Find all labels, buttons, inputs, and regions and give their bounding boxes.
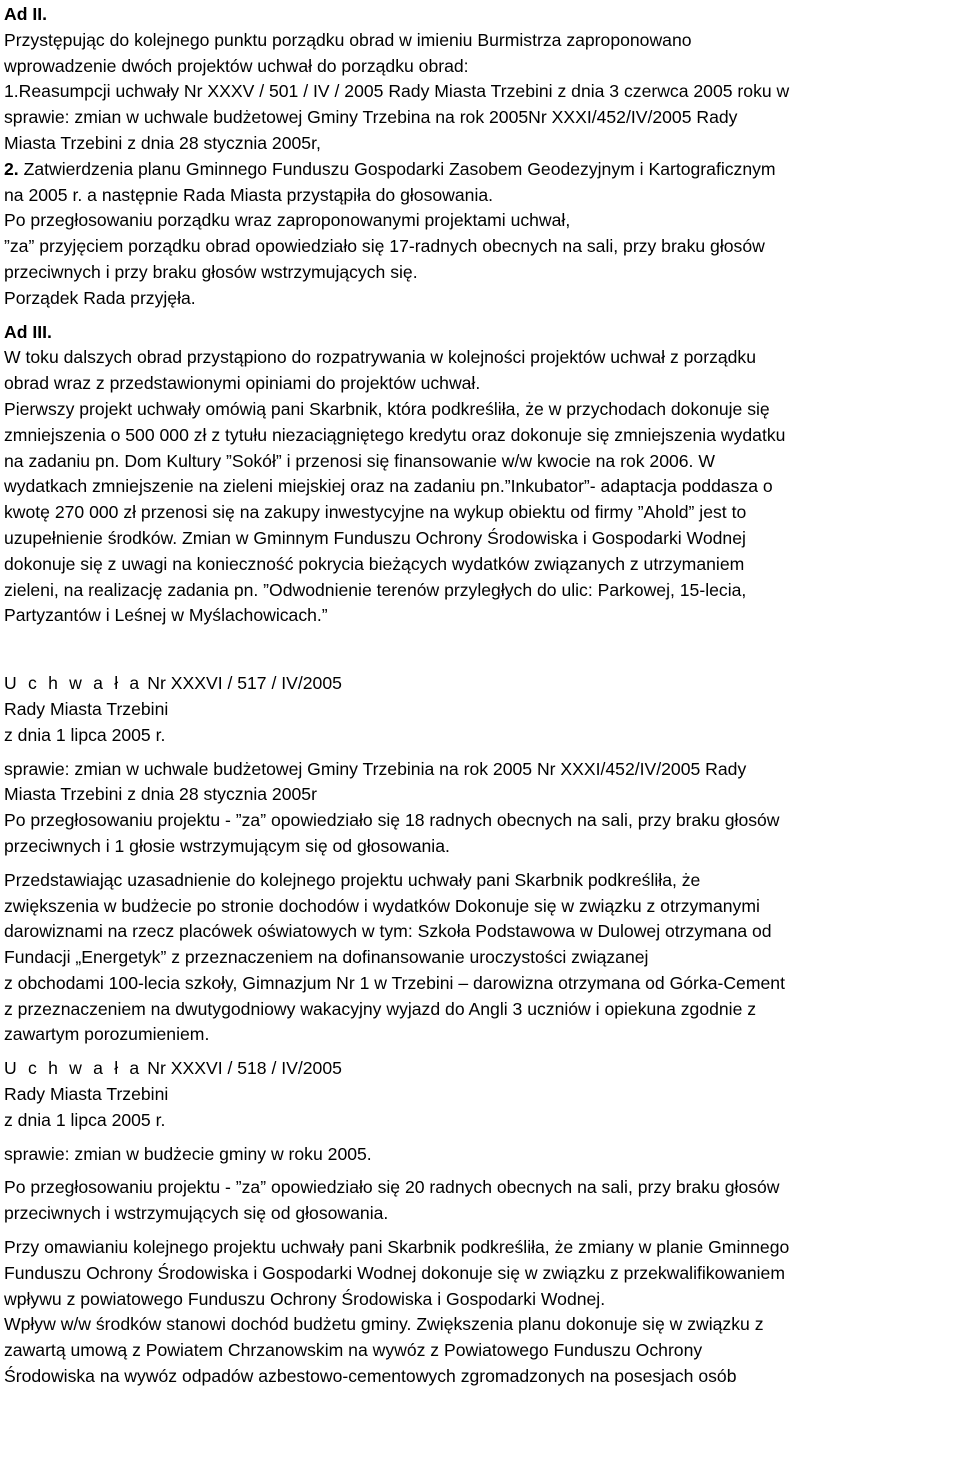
spacer [4,629,956,671]
resolution-number: Nr XXXVI / 517 / IV/2005 [147,673,342,694]
paragraph-line: sprawie: zmian w uchwale budżetowej Gminy Trzebinia na rok 2005 Nr XXXI/452/IV/2005 Rady [4,758,747,779]
paragraph-line: zwiększenia w budżecie po stronie dochodów i wydatków Dokonuje się w związku z otrzymanymi [4,895,760,916]
paragraph-line: sprawie: zmian w budżecie gminy w roku 2005. [4,1143,372,1164]
paragraph-line: zawartym porozumieniem. [4,1024,210,1045]
spacer [4,1227,956,1235]
paragraph-line: przeciwnych i 1 głosie wstrzymującym się od głosowania. [4,835,450,856]
paragraph-line: Przy omawianiu kolejnego projektu uchwały pani Skarbnik podkreśliła, że zmiany w planie Gminnego [4,1237,790,1258]
paragraph-line: przeciwnych i przy braku głosów wstrzymujących się. [4,261,418,282]
paragraph-line: W toku dalszych obrad przystąpiono do rozpatrywania w kolejności projektów uchwał z porządku [4,347,757,368]
agenda-item-2 [4,157,956,183]
paragraph-line: ”za” przyjęciem porządku obrad opowiedziało się 17-radnych obecnych na sali, przy braku głosów [4,236,765,257]
paragraph-line: Po przegłosowaniu projektu - ”za” opowiedziało się 20 radnych obecnych na sali, przy braku głosów [4,1177,780,1198]
paragraph-line: darowiznami na rzecz placówek oświatowych w tym: Szkoła Podstawowa w Dulowej otrzymana od [4,921,772,942]
paragraph-line: Porządek Rada przyjęła. [4,287,196,308]
resolution-body: Rady Miasta Trzebini [4,1084,169,1105]
paragraph-line: zmniejszenia o 500 000 zł z tytułu niezaciągniętego kredytu oraz dokonuje się zmniejszenia wydatku [4,424,786,445]
paragraph-line: Po przegłosowaniu projektu - ”za” opowiedziało się 18 radnych obecnych na sali, przy braku głosów [4,810,780,831]
paragraph-line: wpływu z powiatowego Funduszu Ochrony Środowiska i Gospodarki Wodnej. [4,1288,606,1309]
agenda-item-number: 2. [4,158,19,179]
resolution-title [4,671,956,697]
paragraph-line: Przystępując do kolejnego punktu porządku obrad w imieniu Burmistrza zaproponowano [4,29,692,50]
paragraph-line: kwotę 270 000 zł przenosi się na zakupy inwestycyjne na wykup obiektu od firmy ”Ahold” jest to [4,502,747,523]
resolution-word: U c h w a ł a [4,673,143,694]
agenda-item-text: Zatwierdzenia planu Gminnego Funduszu Gospodarki Zasobem Geodezyjnym i Kartograficznym [18,158,776,179]
paragraph-line: Fundacji „Energetyk” z przeznaczeniem na dofinansowanie uroczystości związanej [4,947,649,968]
resolution-date: z dnia 1 lipca 2005 r. [4,1109,166,1130]
paragraph-line: uzupełnienie środków. Zmian w Gminnym Funduszu Ochrony Środowiska i Gospodarki Wodnej [4,527,746,548]
spacer [4,1048,956,1056]
paragraph-line: Partyzantów i Leśnej w Myślachowicach.” [4,605,328,626]
paragraph-line: 1.Reasumpcji uchwały Nr XXXV / 501 / IV / 2005 Rady Miasta Trzebini z dnia 3 czerwca 2005 roku w [4,81,790,102]
paragraph-line: na 2005 r. a następnie Rada Miasta przystąpiła do głosowania. [4,184,494,205]
paragraph-line: Wpływ w/w środków stanowi dochód budżetu gminy. Zwiększenia planu dokonuje się w związku z [4,1314,764,1335]
paragraph-line: z obchodami 100-lecia szkoły, Gimnazjum Nr 1 w Trzebini – darowizna otrzymana od Górka-Cement [4,972,785,993]
paragraph-line: obrad wraz z przedstawionymi opiniami do projektów uchwał. [4,373,481,394]
paragraph-line: zawartą umową z Powiatem Chrzanowskim na wywóz z Powiatowego Funduszu Ochrony [4,1340,703,1361]
resolution-title [4,1056,956,1082]
section-heading-ad3: Ad III. [4,321,52,342]
paragraph-line: Środowiska na wywóz odpadów azbestowo-cementowych zgromadzonych na posesjach osób [4,1366,737,1387]
paragraph-line: zieleni, na realizację zadania pn. ”Odwodnienie terenów przyległych do ulic: Parkowej, 15-lecia, [4,579,747,600]
paragraph-line: Po przegłosowaniu porządku wraz zaproponowanymi projektami uchwał, [4,210,571,231]
paragraph-line: dokonuje się z uwagi na konieczność pokrycia bieżących wydatków związanych z utrzymaniem [4,553,745,574]
paragraph-line: sprawie: zmian w uchwale budżetowej Gminy Trzebina na rok 2005Nr XXXI/452/IV/2005 Rady [4,107,738,128]
section-heading-ad2: Ad II. [4,4,48,24]
paragraph-line: wprowadzenie dwóch projektów uchwał do porządku obrad: [4,55,469,76]
spacer [4,1167,956,1175]
spacer [4,312,956,320]
spacer [4,1134,956,1142]
paragraph-line: wydatkach zmniejszenie na zieleni miejskiej oraz na zadaniu pn.”Inkubator”- adaptacja poddasza o [4,476,773,497]
resolution-word: U c h w a ł a [4,1058,143,1079]
paragraph-line: Miasta Trzebini z dnia 28 stycznia 2005r [4,784,317,805]
paragraph-line: Miasta Trzebini z dnia 28 stycznia 2005r, [4,132,321,153]
paragraph-line: Funduszu Ochrony Środowiska i Gospodarki Wodnej dokonuje się w związku z przekwalifikowaniem [4,1262,785,1283]
resolution-body: Rady Miasta Trzebini [4,698,169,719]
paragraph-line: Przedstawiając uzasadnienie do kolejnego projektu uchwały pani Skarbnik podkreśliła, że [4,869,701,890]
resolution-number: Nr XXXVI / 518 / IV/2005 [147,1058,342,1079]
paragraph-line: na zadaniu pn. Dom Kultury ”Sokół” i przenosi się finansowanie w/w kwocie na rok 2006. W [4,450,715,471]
paragraph-line: przeciwnych i wstrzymujących się od głosowania. [4,1203,389,1224]
paragraph-line: z przeznaczeniem na dwutygodniowy wakacyjny wyjazd do Angli 3 uczniów i opiekuna zgodnie z [4,998,757,1019]
spacer [4,749,956,757]
paragraph-line: Pierwszy projekt uchwały omówią pani Skarbnik, która podkreśliła, że w przychodach dokonuje się [4,398,770,419]
resolution-date: z dnia 1 lipca 2005 r. [4,724,166,745]
spacer [4,860,956,868]
